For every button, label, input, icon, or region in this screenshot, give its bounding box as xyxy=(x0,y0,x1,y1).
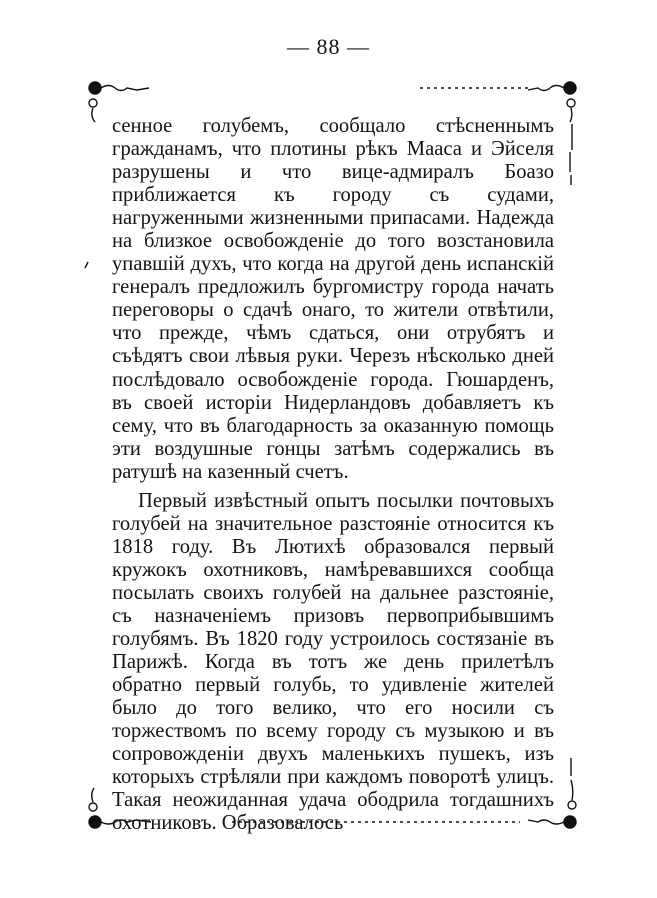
paragraph: Первый извѣстный опытъ посылки почтовыхъ голубей на значительное разстояніе относится къ 1818 году. Въ Лютихѣ образовался первый кружокъ охотниковъ, намѣревавшихся сообща посылать своихъ голубей на дальнее разстояніе, съ назначеніемъ призовъ первоприбывшимъ голубямъ. Въ 1820 году устроилось состязаніе въ Парижѣ. Когда въ тотъ же день прилетѣлъ обратно первый голубь, то удивленіе жителей было до того велико, что его носили съ торжествомъ по всему городу съ музыкою и въ сопровожденіи двухъ маленькихъ пушекъ, изъ которыхъ стрѣляли при каждомъ поворотѣ улицъ. Такая неожиданная удача ободрила тогдашнихъ охотниковъ. Образовалось xyxy=(112,489,554,835)
paragraph: сенное голубемъ, сообщало стѣсненнымъ гражданамъ, что плотины рѣкъ Мааса и Эйселя разрушены и что вице-адмиралъ Боазо приближается къ городу съ судами, нагруженными жизненными припасами. Надежда на близкое освобожденіе до того возстановила упавшій духъ, что когда на другой день испанскій генералъ предложилъ бургомистру города начать переговоры о сдачѣ онаго, то жители отвѣтили, что прежде, чѣмъ сдаться, они отрубятъ и съѣдятъ свои лѣвыя руки. Черезъ нѣсколько дней послѣдовало освобожденіе города. Гюшарденъ, въ своей исторіи Нидерландовъ добавляетъ къ сему, что въ благодарность за оказанную помощь эти воздушные гонцы затѣмъ содержались въ ратушѣ на казенный счетъ. xyxy=(112,115,554,483)
page-number: — 88 — xyxy=(287,34,370,59)
body-text xyxy=(112,115,554,835)
ornament-left-fleck xyxy=(85,262,88,268)
